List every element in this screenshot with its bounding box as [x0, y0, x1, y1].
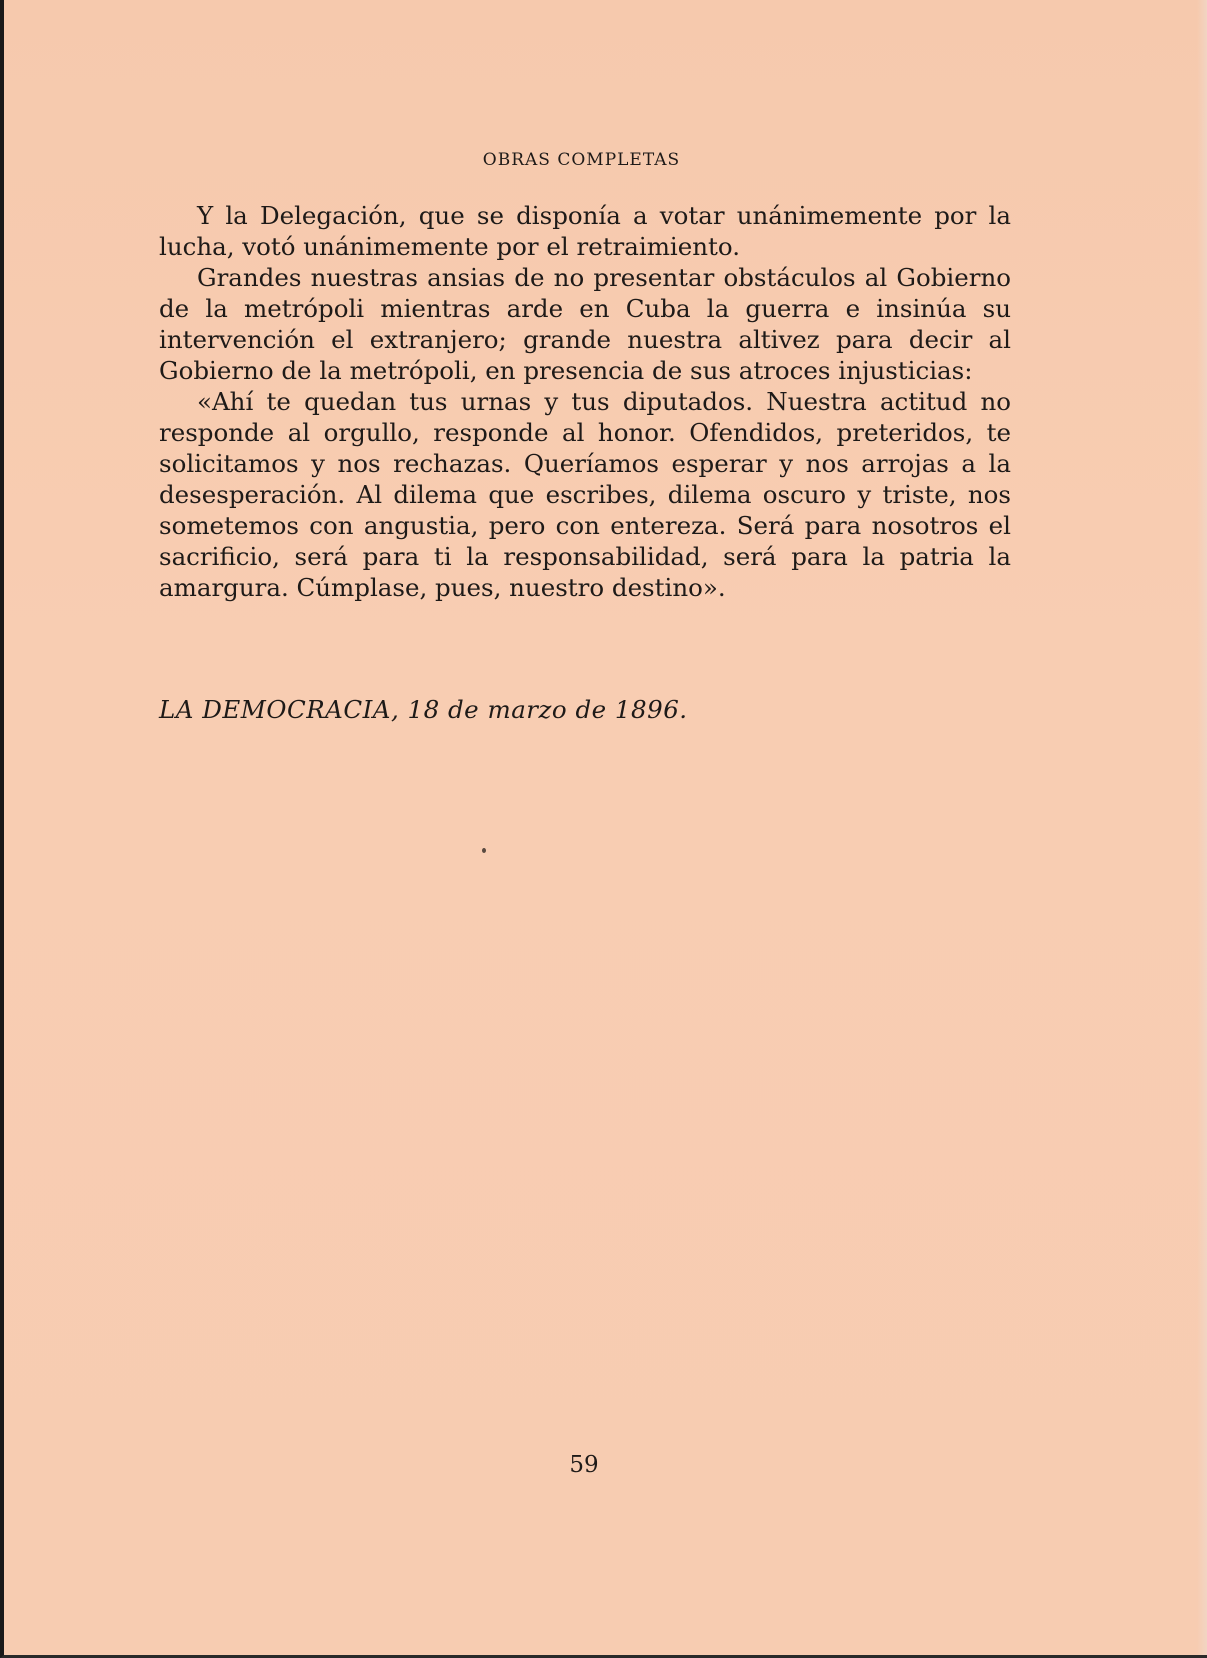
source-citation: LA DEMOCRACIA, 18 de marzo de 1896.: [159, 695, 688, 724]
paragraph: Grandes nuestras ansias de no presentar obstáculos al Gobierno de la metrópoli mientras arde en Cuba la guerra e insinúa su intervención el extranjero; grande nuestra altivez para decir al Gobierno de la metrópoli, en presencia de sus atroces injusticias:: [159, 263, 1011, 385]
paragraph: «Ahí te quedan tus urnas y tus diputados. Nuestra actitud no responde al orgullo, responde al honor. Ofendidos, preteridos, te solicitamos y nos rechazas. Queríamos esperar y nos arrojas a la desesperación. Al dilema que escribes, dilema oscuro y triste, nos sometemos con angustia, pero con entereza. Será para nosotros el sacrificio, será para ti la responsabilidad, será para la patria la amargura. Cúmplase, pues, nuestro destino».: [159, 387, 1011, 602]
running-head: OBRAS COMPLETAS: [482, 150, 681, 170]
body-text: [159, 200, 1011, 603]
paper-speck: [482, 848, 486, 853]
paragraph: Y la Delegación, que se disponía a votar unánimemente por la lucha, votó unánimemente por el retraimiento.: [159, 201, 1011, 261]
page-number: 59: [569, 1452, 599, 1478]
